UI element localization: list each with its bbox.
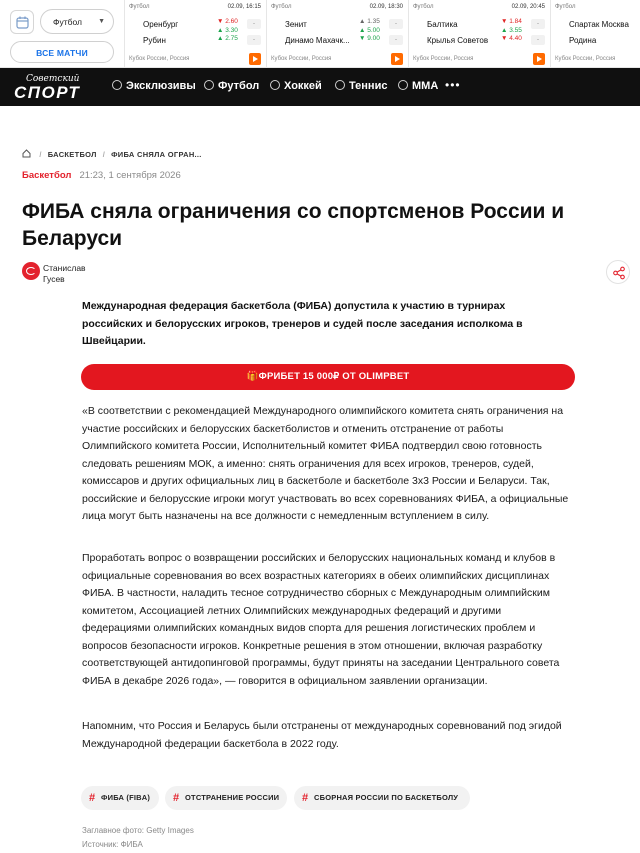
match-card[interactable]: [408, 0, 549, 68]
hashtag-icon: #: [173, 792, 180, 804]
sport-select-value: Футбол: [53, 17, 82, 27]
match-odds: [217, 18, 247, 44]
odds-value: ▼ 2.60: [217, 18, 238, 25]
sport-select[interactable]: [40, 9, 114, 34]
odds-dash[interactable]: -: [531, 19, 545, 29]
article-source: Источник: ФИБА: [82, 840, 143, 849]
match-team-away: Крылья Советов: [427, 36, 489, 45]
play-icon[interactable]: [249, 53, 261, 65]
match-card[interactable]: [266, 0, 407, 68]
play-icon[interactable]: [391, 53, 403, 65]
calendar-button[interactable]: [10, 10, 34, 34]
match-team-home: Балтика: [427, 20, 458, 29]
odds-value: ▲ 5.00: [359, 26, 380, 34]
hockey-icon: [270, 80, 280, 90]
match-team-home: Спартак Москва: [569, 20, 629, 29]
match-tournament: Кубок России, Россия: [129, 56, 190, 62]
match-team-home: Оренбург: [143, 20, 179, 29]
breadcrumb-item[interactable]: БАСКЕТБОЛ: [47, 150, 97, 159]
match-ticker: [0, 0, 640, 68]
nav-item-mma[interactable]: ММА: [398, 80, 438, 92]
match-team-away: Динамо Махачк...: [285, 36, 350, 45]
mma-icon: [398, 80, 408, 90]
home-icon[interactable]: [22, 149, 31, 158]
promo-button[interactable]: 🎁ФРИБЕТ 15 000₽ ОТ OLIMPBET: [81, 364, 575, 390]
article-paragraph: Напомним, что Россия и Беларусь были отстранены от международных соревнований под эгидой Международной федерации баскетбола в 2022 году.: [82, 720, 562, 750]
match-tournament: Кубок России, Россия: [555, 56, 616, 62]
football-icon: [204, 80, 214, 90]
calendar-icon: [16, 16, 29, 29]
article-paragraph: «В соответствии с рекомендацией Международного олимпийского комитета снять ограничения на участие российских и белорусских баскетболистов и отменить отстранение от работы Олимпийского комитета России, Исполнительный комитет ФИБА подтвердил свою готовность следовать решениям МОК, а именно: снять ограничения для всех игроков, тренеров, судей, комиссаров и других официальных лиц в баскетболе и баскетболе 3x3 России и Беларуси. Так, российские и белорусские игроки могут участвовать во всех соревнованиях ФИБА, а официальные лица могут быть назначены на все должности с немедленным вступлением в силу.: [82, 405, 569, 522]
photo-credit: Заглавное фото: Getty Images: [82, 826, 194, 835]
article-paragraph: Проработать вопрос о возвращении российских и белорусских национальных команд и клубов в официальные соревнования во всех возрастных категориях в обеих олимпийских дисциплинах ФИБА. В частности, наладить тесное сотрудничество сборных с Международным олимпийским комитетом, Ассоциацией летних Олимпийских международных федераций и другими федерациями олимпийских командных видов спорта для решения логистических проблем и вопросов безопасности игроков. Конкретные решения в этом отношении, включая разработку соответствующей антидопинговой программы, будут приняты на заседании Центрального совета ФИБА в декабре 2026 года», — говорится в официальном заявлении организации.: [82, 552, 560, 687]
hashtag-icon: #: [89, 792, 96, 804]
nav-item-exclusives[interactable]: Эксклюзивы: [112, 80, 196, 92]
odds-dash[interactable]: -: [531, 35, 545, 45]
tag-chip[interactable]: # ФИБА (FIBA): [81, 786, 159, 810]
odds-value: ▲ 3.55: [501, 26, 522, 34]
match-tournament: Кубок России, Россия: [413, 56, 474, 62]
star-icon: [112, 80, 122, 90]
odds-dash[interactable]: -: [247, 35, 261, 45]
match-sport: Футбол: [129, 4, 150, 10]
tennis-icon: [335, 80, 345, 90]
article-lead: Международная федерация баскетбола (ФИБА) допустила к участию в турнирах российских и белорусских игроков, тренеров и судей после заседания исполкома в Швейцарии.: [82, 300, 523, 347]
match-card[interactable]: [550, 0, 640, 68]
share-icon: [612, 266, 626, 280]
article-title: ФИБА сняла ограничения со спортсменов России и Беларуси: [22, 200, 565, 250]
avatar: [22, 262, 40, 280]
nav-item-tennis[interactable]: Теннис: [335, 80, 387, 92]
author-name: Станислав Гусев: [43, 263, 86, 284]
tag-chip[interactable]: # СБОРНАЯ РОССИИ ПО БАСКЕТБОЛУ: [294, 786, 470, 810]
odds-value: ▲ 3.30: [217, 26, 238, 34]
odds-value: ▼ 4.40: [501, 35, 522, 43]
match-sport: Футбол: [413, 4, 434, 10]
odds-value: ▲ 1.35: [359, 18, 380, 25]
match-odds: [359, 18, 389, 44]
match-datetime: 02.09, 20:45: [511, 4, 545, 10]
nav-item-hockey[interactable]: Хоккей: [270, 80, 322, 92]
article-category[interactable]: Баскетбол: [22, 170, 72, 181]
odds-dash[interactable]: -: [389, 35, 403, 45]
logo-top-text: Советский: [26, 74, 80, 84]
match-odds: [501, 18, 531, 44]
chevron-down-icon: ▼: [98, 18, 105, 25]
odds-dash[interactable]: -: [389, 19, 403, 29]
article-meta: [22, 170, 181, 181]
odds-value: ▼ 1.84: [501, 18, 522, 25]
match-team-home: Зенит: [285, 20, 307, 29]
odds-value: ▲ 2.75: [217, 35, 238, 43]
match-tournament: Кубок России, Россия: [271, 56, 332, 62]
match-team-away: Родина: [569, 36, 597, 45]
match-team-away: Рубин: [143, 36, 166, 45]
odds-value: ▼ 9.00: [359, 35, 380, 43]
article-time: 21:23, 1 сентября 2026: [79, 170, 181, 181]
more-menu-button[interactable]: •••: [445, 78, 461, 92]
match-datetime: 02.09, 16:15: [227, 4, 261, 10]
match-datetime: 02.09, 18:30: [369, 4, 403, 10]
nav-item-football[interactable]: Футбол: [204, 80, 259, 92]
tag-chip[interactable]: # ОТСТРАНЕНИЕ РОССИИ: [165, 786, 287, 810]
odds-dash[interactable]: -: [247, 19, 261, 29]
main-nav: [0, 68, 640, 106]
match-card[interactable]: [124, 0, 265, 68]
all-matches-button[interactable]: ВСЕ МАТЧИ: [10, 41, 114, 63]
breadcrumb-item: ФИБА СНЯЛА ОГРАН...: [111, 150, 202, 159]
match-sport: Футбол: [271, 4, 292, 10]
play-icon[interactable]: [533, 53, 545, 65]
logo-main-text: СПОРТ: [14, 83, 81, 102]
match-sport: Футбол: [555, 4, 576, 10]
share-button[interactable]: [606, 260, 630, 284]
hashtag-icon: #: [302, 792, 309, 804]
breadcrumb: / БАСКЕТБОЛ / ФИБА СНЯЛА ОГРАН...: [22, 149, 202, 159]
